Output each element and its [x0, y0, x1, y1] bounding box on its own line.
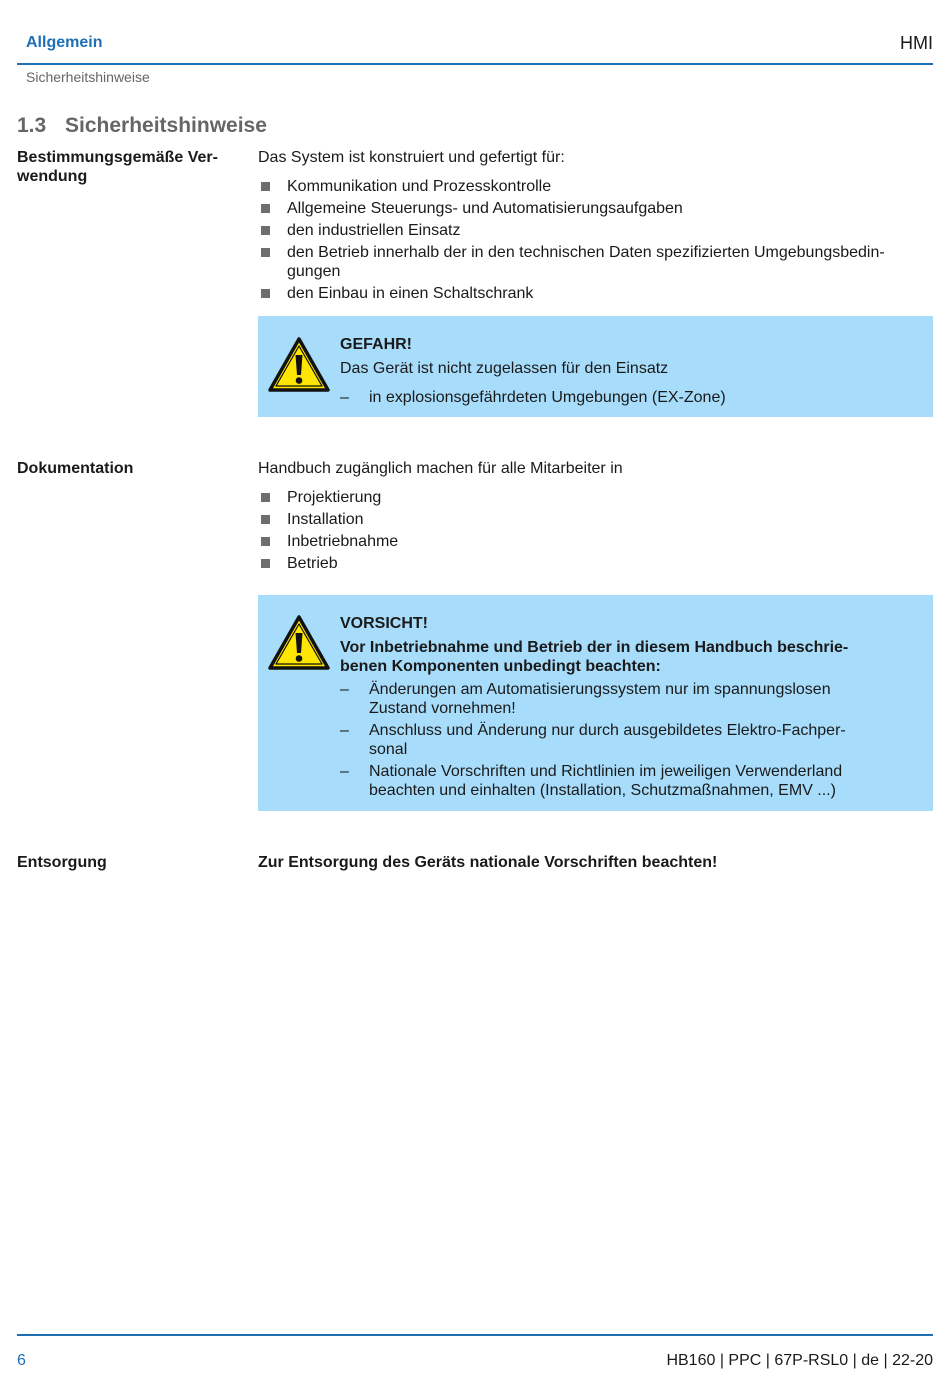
list-item: Allgemeine Steuerungs- und Automatisierungsaufgaben	[258, 199, 933, 218]
document-id: HB160 | PPC | 67P-RSL0 | de | 22-20	[666, 1352, 933, 1369]
warning-triangle-icon	[268, 337, 330, 393]
caution-title: VORSICHT!	[340, 615, 428, 632]
list-item: Projektierung	[258, 488, 933, 507]
warning-triangle-icon	[268, 615, 330, 671]
usage-intro: Das System ist konstruiert und gefertigt für:	[258, 149, 565, 166]
section-number: 1.3	[17, 114, 47, 137]
bullet-square-icon	[261, 537, 270, 546]
usage-content	[258, 148, 933, 306]
danger-notice	[258, 316, 933, 417]
bullet-square-icon	[261, 559, 270, 568]
usage-list	[258, 177, 933, 303]
danger-lead: Das Gerät ist nicht zugelassen für den Einsatz	[340, 360, 669, 377]
list-item: den industriellen Einsatz	[258, 221, 933, 240]
header-subsection: Sicherheitshinweise	[26, 69, 150, 85]
bullet-square-icon	[261, 515, 270, 524]
list-item: Kommunikation und Prozesskontrolle	[258, 177, 933, 196]
danger-title: GEFAHR!	[340, 336, 412, 353]
list-item: den Einbau in einen Schaltschrank	[258, 284, 933, 303]
bullet-square-icon	[261, 493, 270, 502]
footer-divider	[17, 1334, 933, 1336]
usage-label-line1: Bestimmungsgemäße Ver-	[17, 149, 218, 166]
usage-label	[17, 148, 247, 186]
caution-lead: Vor Inbetriebnahme und Betrieb der in diesem Handbuch beschrie- benen Komponenten unbedingt beachten:	[340, 639, 849, 675]
list-item: – Änderungen am Automatisierungssystem nur im spannungslosen Zustand vornehmen!	[340, 681, 831, 717]
bullet-square-icon	[261, 226, 270, 235]
list-item: Inbetriebnahme	[258, 532, 933, 551]
disposal-text: Zur Entsorgung des Geräts nationale Vorschriften beachten!	[258, 854, 718, 871]
list-item: – in explosionsgefährdeten Umgebungen (EX-Zone)	[340, 389, 726, 406]
caution-body	[340, 614, 919, 803]
bullet-square-icon	[261, 289, 270, 298]
documentation-content	[258, 459, 933, 576]
list-item: den Betrieb innerhalb der in den technischen Daten spezifizierten Umgebungsbedin- gungen	[258, 243, 933, 281]
bullet-square-icon	[261, 182, 270, 191]
bullet-square-icon	[261, 204, 270, 213]
bullet-square-icon	[261, 248, 270, 257]
documentation-intro: Handbuch zugänglich machen für alle Mitarbeiter in	[258, 460, 623, 477]
documentation-list	[258, 488, 933, 573]
list-item: Betrieb	[258, 554, 933, 573]
list-item: – Anschluss und Änderung nur durch ausgebildetes Elektro-Fachper- sonal	[340, 722, 846, 758]
usage-label-line2: wendung	[17, 168, 88, 185]
page-number: 6	[17, 1352, 26, 1369]
list-item: Installation	[258, 510, 933, 529]
danger-list	[340, 388, 919, 407]
documentation-label: Dokumentation	[17, 460, 134, 477]
header-section-title: Allgemein	[26, 34, 103, 51]
header-product-name: HMI	[900, 33, 933, 53]
disposal-label: Entsorgung	[17, 854, 107, 871]
list-item: – Nationale Vorschriften und Richtlinien im jeweiligen Verwenderland beachten und einhalten (Installation, Schutzmaßnahmen, EMV ...)	[340, 763, 843, 799]
section-title-text: Sicherheitshinweise	[65, 114, 267, 137]
caution-notice	[258, 595, 933, 811]
caution-list	[340, 680, 919, 800]
danger-body	[340, 335, 919, 410]
header-divider	[17, 63, 933, 65]
page-title	[17, 114, 267, 138]
